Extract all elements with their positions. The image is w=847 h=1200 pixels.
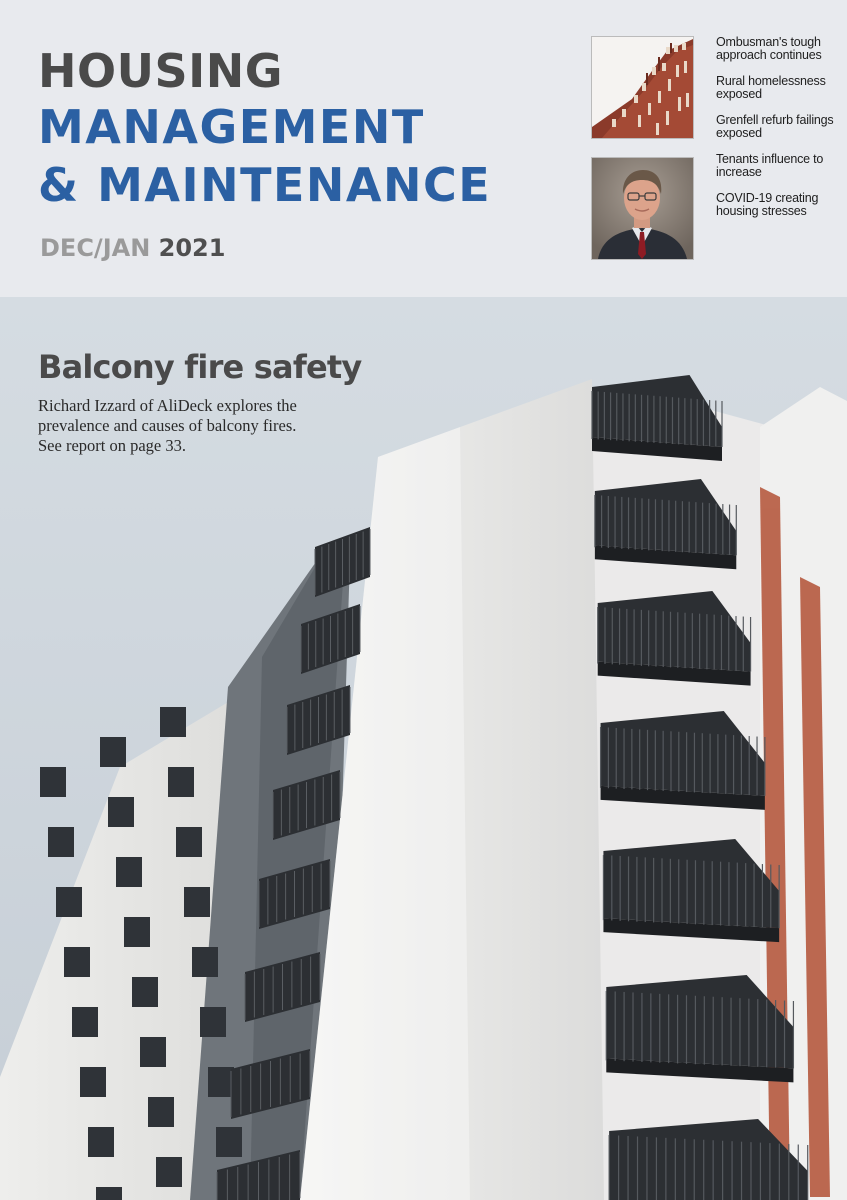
window	[184, 887, 210, 917]
window	[108, 797, 134, 827]
cover-story-standfirst	[38, 396, 378, 456]
masthead-title-maintenance: & MAINTENANCE	[38, 158, 492, 212]
standfirst-line: prevalence and causes of balcony fires.	[38, 416, 297, 435]
window	[124, 917, 150, 947]
window	[168, 767, 194, 797]
portrait-illustration	[592, 158, 693, 259]
window	[132, 977, 158, 1007]
masthead-area	[0, 0, 847, 297]
window	[88, 1127, 114, 1157]
window	[216, 1127, 242, 1157]
issue-month: DEC/JAN	[40, 234, 151, 262]
issue-year: 2021	[158, 234, 226, 262]
teaser-ombudsman[interactable]: Ombusman's tough approach continues	[716, 35, 822, 62]
window	[116, 857, 142, 887]
window	[160, 707, 186, 737]
issue-date	[40, 234, 225, 262]
cover-teasers	[716, 36, 841, 231]
window	[48, 827, 74, 857]
teaser-tenants-influence[interactable]: Tenants influence to increase	[716, 152, 824, 179]
masthead-title-housing: HOUSING	[38, 44, 283, 98]
window	[148, 1097, 174, 1127]
window	[100, 737, 126, 767]
window	[156, 1157, 182, 1187]
thumbnail-portrait[interactable]	[591, 157, 694, 260]
teaser-covid-housing[interactable]: COVID-19 creating housing stresses	[716, 191, 819, 218]
standfirst-line: See report on page 33.	[38, 436, 186, 455]
thumbnail-brick-building[interactable]	[591, 36, 694, 139]
window	[56, 887, 82, 917]
window	[176, 827, 202, 857]
window	[140, 1037, 166, 1067]
masthead-title-management: MANAGEMENT	[38, 100, 425, 154]
window	[192, 947, 218, 977]
teaser-rural-homelessness[interactable]: Rural homelessness exposed	[716, 74, 826, 101]
brick-building-illustration	[592, 37, 693, 138]
window	[40, 767, 66, 797]
cover-story-headline[interactable]: Balcony fire safety	[38, 348, 362, 386]
window	[72, 1007, 98, 1037]
window	[200, 1007, 226, 1037]
teaser-grenfell-refurb[interactable]: Grenfell refurb failings exposed	[716, 113, 834, 140]
window	[96, 1187, 122, 1200]
standfirst-line: Richard Izzard of AliDeck explores the	[38, 396, 297, 415]
window	[208, 1067, 234, 1097]
window	[80, 1067, 106, 1097]
window	[64, 947, 90, 977]
